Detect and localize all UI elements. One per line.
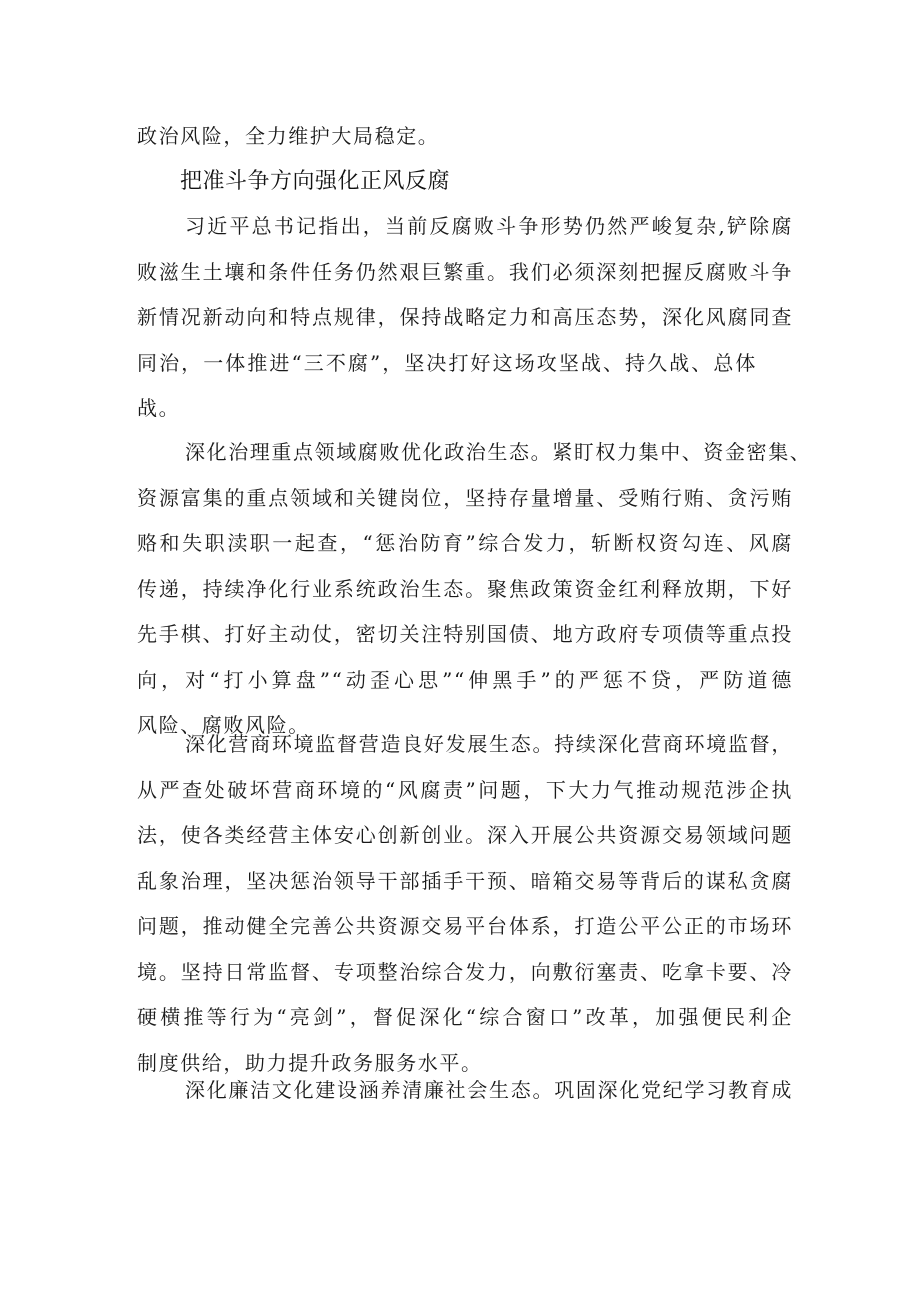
text-line: 同治，一体推进“三不腐”，坚决打好这场攻坚战、持久战、总体 bbox=[137, 350, 757, 375]
text-line: 深化营商环境监督营造良好发展生态。持续深化营商环境监督， bbox=[185, 732, 793, 756]
text-line: 乱象治理，坚决惩治领导干部插手干预、暗箱交易等背后的谋私贪腐 bbox=[137, 868, 793, 893]
text-line: 法，使各类经营主体安心创新创业。深入开展公共资源交易领域问题 bbox=[137, 823, 793, 847]
text-line: 硬横推等行为“亮剑”，督促深化“综合窗口”改革，加强便民利企 bbox=[137, 1005, 793, 1029]
intro-tail-paragraph bbox=[137, 114, 793, 160]
paragraph-3 bbox=[137, 722, 793, 1086]
text-line: 新情况新动向和特点规律，保持战略定力和高压态势，深化风腐同查 bbox=[137, 305, 793, 329]
text-line: 问题，推动健全完善公共资源交易平台体系，打造公平公正的市场环 bbox=[137, 914, 793, 938]
text-line: 境。坚持日常监督、专项整治综合发力，向敷衍塞责、吃拿卡要、冷 bbox=[137, 959, 793, 984]
text-line: 深化治理重点领域腐败优化政治生态。紧盯权力集中、资金密集、 bbox=[185, 440, 812, 464]
text-line: 战。 bbox=[137, 396, 181, 420]
text-line: 政治风险，全力维护大局稳定。 bbox=[137, 124, 440, 148]
text-line: 向，对“打小算盘”“动歪心思”“伸黑手”的严惩不贷，严防道德 bbox=[137, 667, 793, 692]
text-line: 先手棋、打好主动仗，密切关注特别国债、地方政府专项债等重点投 bbox=[137, 622, 793, 646]
paragraph-1 bbox=[137, 204, 793, 432]
text-line: 败滋生土壤和条件任务仍然艰巨繁重。我们必须深刻把握反腐败斗争 bbox=[137, 259, 793, 284]
text-line: 习近平总书记指出，当前反腐败斗争形势仍然严峻复杂,铲除腐 bbox=[185, 214, 793, 238]
text-line: 从严查处破坏营商环境的“风腐责”问题，下大力气推动规范涉企执 bbox=[137, 777, 793, 802]
text-line: 制度供给，助力提升政务服务水平。 bbox=[137, 1050, 483, 1075]
text-line: 深化廉洁文化建设涵养清廉社会生态。巩固深化党纪学习教育成 bbox=[185, 1078, 793, 1102]
section-heading: 把准斗争方向强化正风反腐 bbox=[180, 169, 451, 194]
paragraph-2 bbox=[137, 430, 812, 749]
text-line: 风险、腐败风险。 bbox=[137, 713, 310, 737]
text-line: 赂和失职渎职一起查，“惩治防育”综合发力，斩断权资勾连、风腐 bbox=[137, 531, 793, 555]
text-line: 资源富集的重点领域和关键岗位，坚持存量增量、受贿行贿、贪污贿 bbox=[137, 485, 793, 510]
paragraph-4 bbox=[137, 1068, 793, 1114]
text-line: 传递，持续净化行业系统政治生态。聚焦政策资金红利释放期，下好 bbox=[137, 576, 793, 601]
